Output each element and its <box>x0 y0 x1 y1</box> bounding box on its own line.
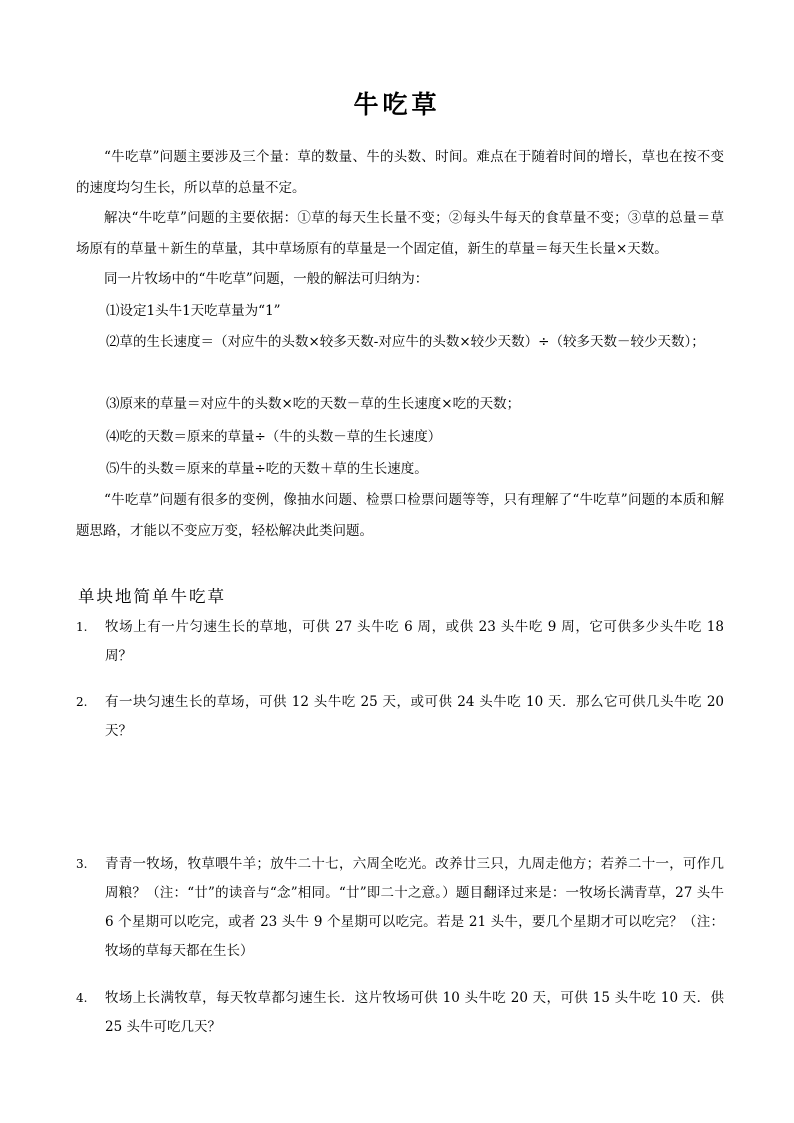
step-4: ⑷吃的天数＝原来的草量÷（牛的头数－草的生长速度） <box>106 429 442 445</box>
question-3 <box>76 850 724 966</box>
intro-paragraph-1: “牛吃草”问题主要涉及三个量：草的数量、牛的头数、时间。难点在于随着时间的增长，草也在按不变的速度均匀生长，所以草的总量不定。 <box>76 149 724 196</box>
step-3: ⑶原来的草量＝对应牛的头数×吃的天数－草的生长速度×吃的天数； <box>106 396 521 412</box>
question-number: 3. <box>76 857 88 871</box>
question-number: 2. <box>76 695 88 709</box>
question-1 <box>76 613 724 671</box>
closing-paragraph: “牛吃草”问题有很多的变例，像抽水问题、检票口检票问题等等，只有理解了“牛吃草”问题的本质和解题思路，才能以不变应万变，轻松解决此类问题。 <box>76 492 724 539</box>
question-text: 有一块匀速生长的草场，可供 12 头牛吃 25 天，或可供 24 头牛吃 10 天．那么它可供几头牛吃 20 天？ <box>105 694 724 739</box>
question-text: 牧场上有一片匀速生长的草地，可供 27 头牛吃 6 周，或供 23 头牛吃 9 周，它可供多少头牛吃 18 周？ <box>105 619 724 664</box>
section-title: 单块地简单牛吃草 <box>78 587 226 606</box>
question-text: 青青一牧场，牧草喂牛羊；放牛二十七，六周全吃光。改养廿三只，九周走他方；若养二十一，可作几周粮？（注：“廿”的读音与“念”相同。“廿”即二十之意。）题目翻译过来是：一牧场长满青草，27 头牛 6 个星期可以吃完，或者 23 头牛 9 个星期可以吃完。若是 21 头牛，要几个星期才可以吃完？（注：牧场的草每天都在生长） <box>105 856 724 959</box>
step-1: ⑴设定1头牛1天吃草量为“1” <box>106 303 281 319</box>
intro-paragraph-2: 解决“牛吃草”问题的主要依据：①草的每天生长量不变；②每头牛每天的食草量不变；③草的总量＝草场原有的草量＋新生的草量，其中草场原有的草量是一个固定值，新生的草量＝每天生长量×天数。 <box>76 210 724 257</box>
step-2: ⑵草的生长速度＝（对应牛的头数×较多天数-对应牛的头数×较少天数）÷（较多天数－较少天数）； <box>106 334 705 350</box>
question-4 <box>76 984 724 1042</box>
page-title: 牛吃草 <box>353 90 441 119</box>
question-text: 牧场上长满牧草，每天牧草都匀速生长．这片牧场可供 10 头牛吃 20 天，可供 15 头牛吃 10 天．供 25 头牛可吃几天？ <box>105 990 724 1035</box>
intro-paragraph-3: 同一片牧场中的“牛吃草”问题，一般的解法可归纳为： <box>104 271 429 287</box>
step-5: ⑸牛的头数＝原来的草量÷吃的天数＋草的生长速度。 <box>106 461 428 477</box>
question-2 <box>76 688 724 746</box>
question-number: 1. <box>76 620 88 634</box>
question-number: 4. <box>76 991 88 1005</box>
